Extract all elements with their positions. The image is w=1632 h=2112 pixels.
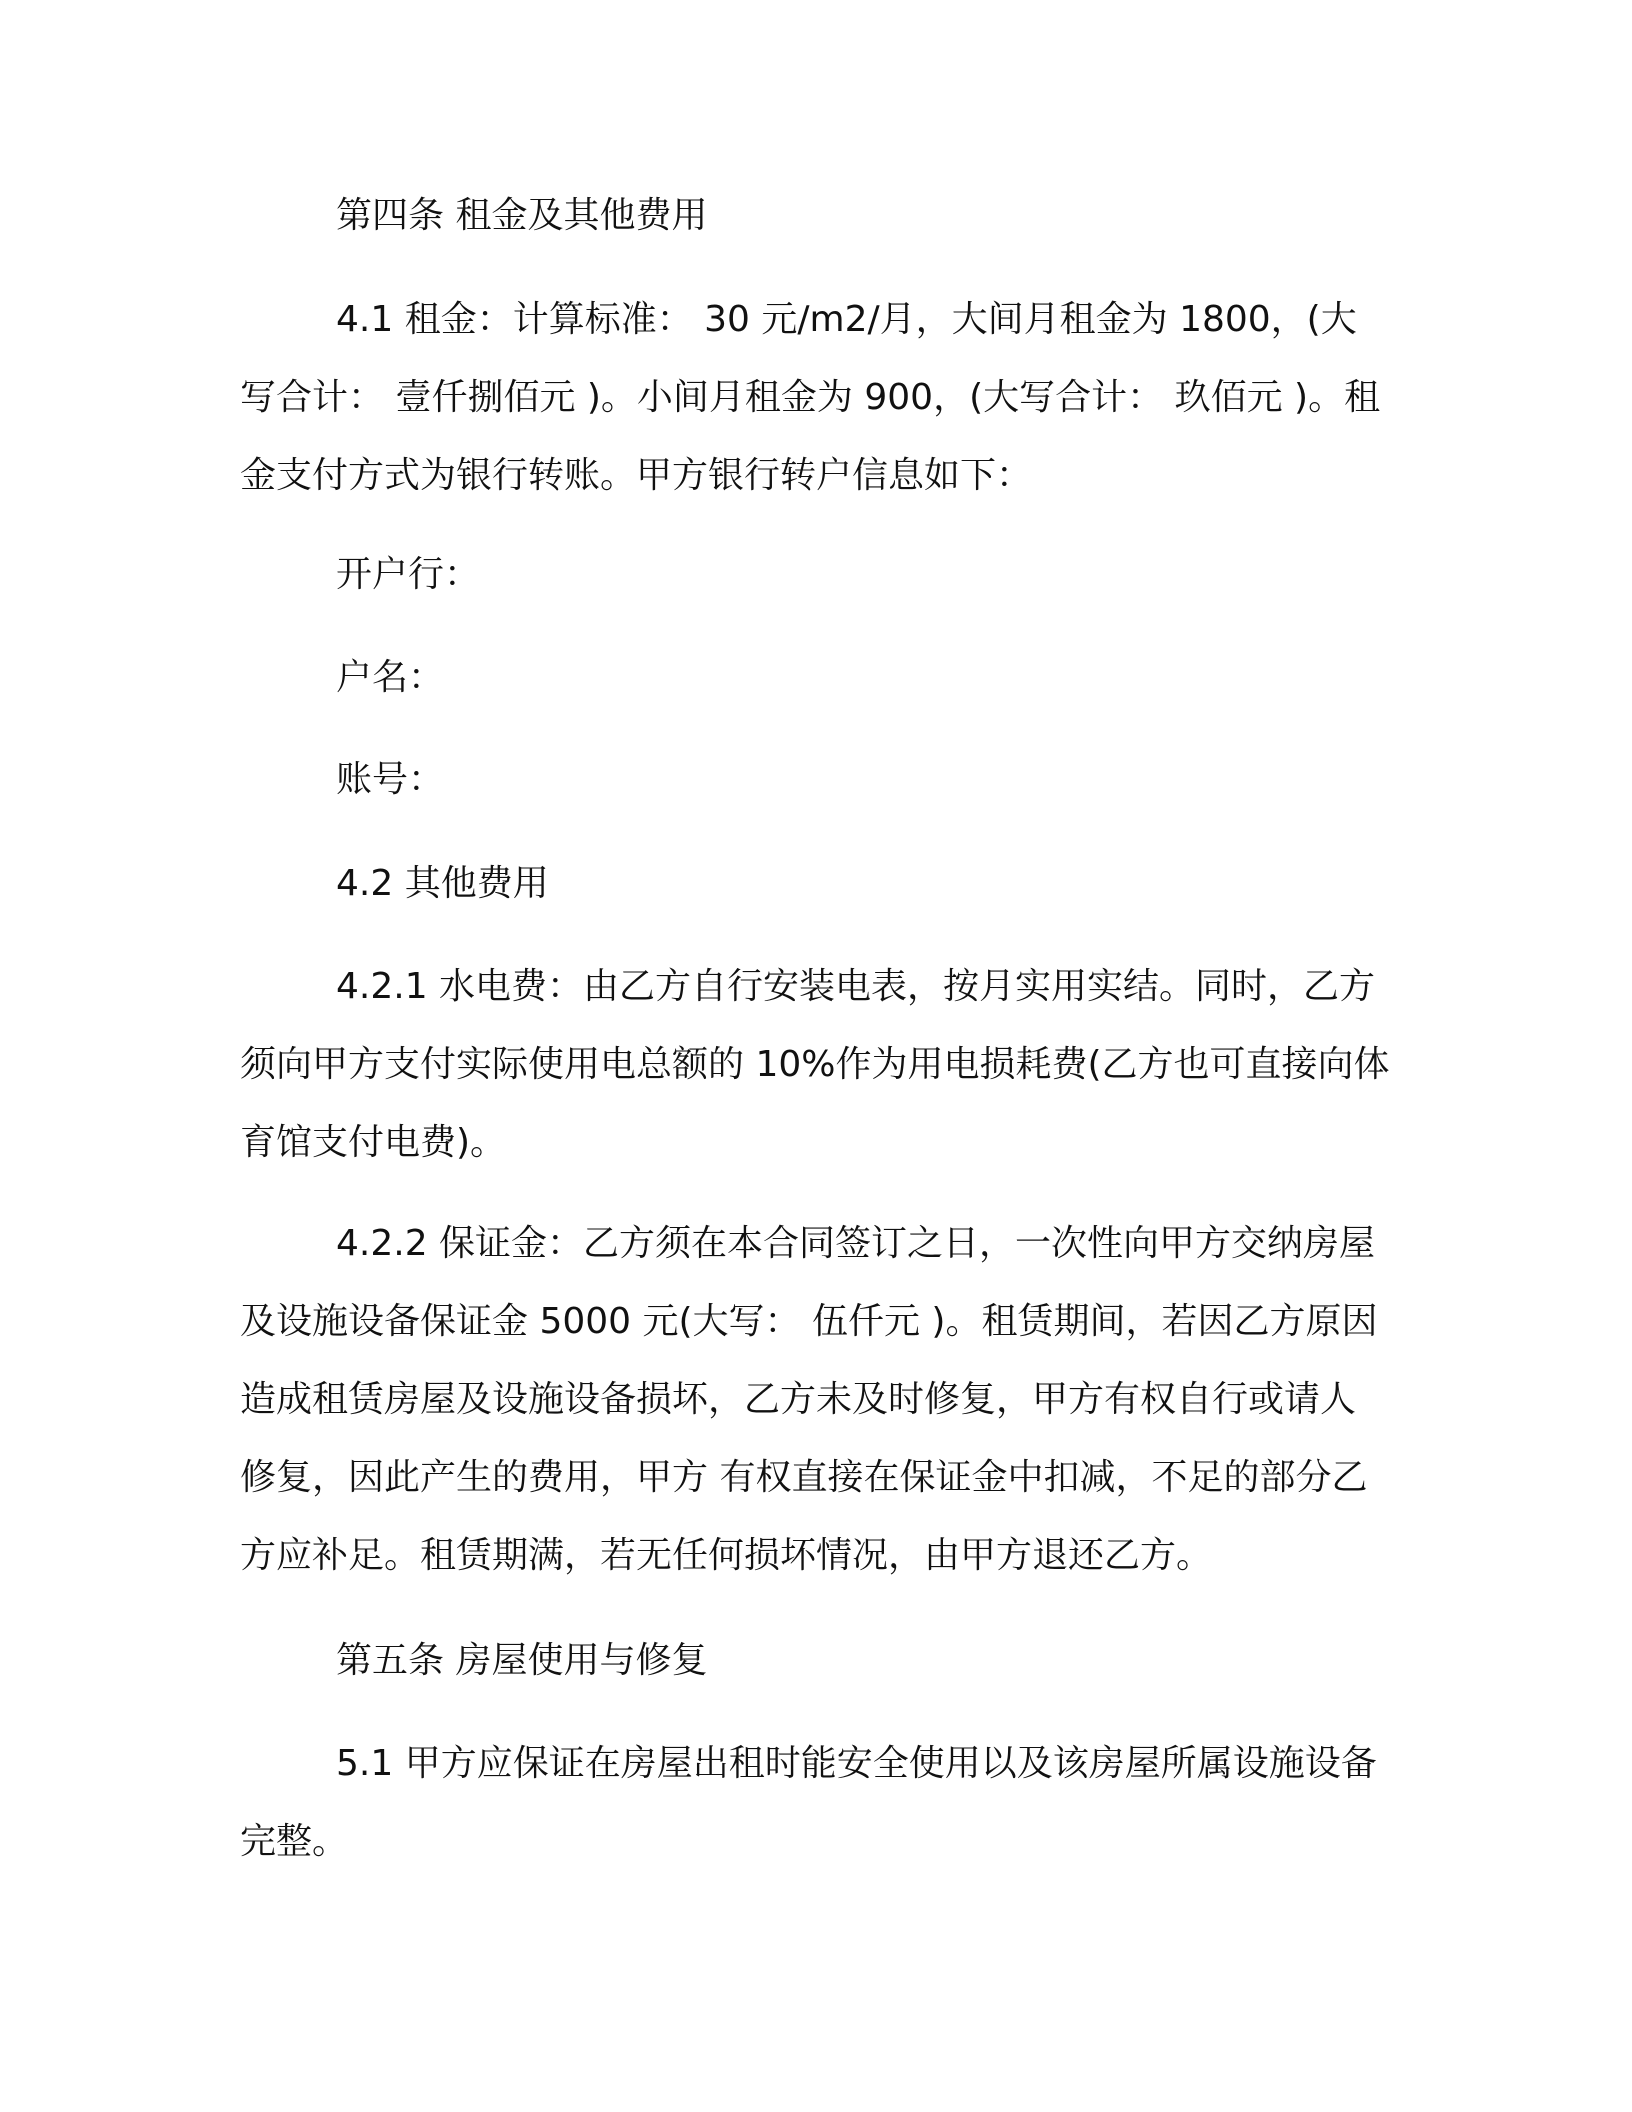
clause-5-1: 5.1 甲方应保证在房屋出租时能安全使用以及该房屋所属设施设备完整。 <box>240 1743 1377 1862</box>
clause-4-2-heading: 4.2 其他费用 <box>336 863 549 904</box>
account-number-line: 账号： <box>336 759 445 800</box>
clause-4-2-2-deposit: 4.2.2 保证金：乙方须在本合同签订之日，一次性向甲方交纳房屋及设施设备保证金 5000 元(大写： 伍仟元 )。租赁期间，若因乙方原因造成租赁房屋及设施设备损坏，乙方未及时修复，甲方有权自行或请人修复，因此产生的费用，甲方 有权直接在保证金中扣减，不足的部分乙方应补足。租赁期满，若无任何损坏情况，由甲方退还乙方。 <box>240 1223 1378 1576</box>
clause-4-1-rent: 4.1 租金：计算标准： 30 元/m2/月，大间月租金为 1800，(大写合计： 壹仟捌佰元 )。小间月租金为 900，(大写合计： 玖佰元 )。租金支付方式为银行转账。甲方银行转户信息如下： <box>240 299 1381 496</box>
clause-4-2-1-utilities: 4.2.1 水电费：由乙方自行安装电表，按月实用实结。同时，乙方须向甲方支付实际使用电总额的 10%作为用电损耗费(乙方也可直接向体育馆支付电费)。 <box>240 966 1390 1163</box>
bank-name-line: 开户行： <box>336 554 481 595</box>
article-5-heading: 第五条 房屋使用与修复 <box>336 1640 708 1681</box>
account-name-line: 户名： <box>336 657 445 698</box>
article-4-heading: 第四条 租金及其他费用 <box>336 195 708 236</box>
